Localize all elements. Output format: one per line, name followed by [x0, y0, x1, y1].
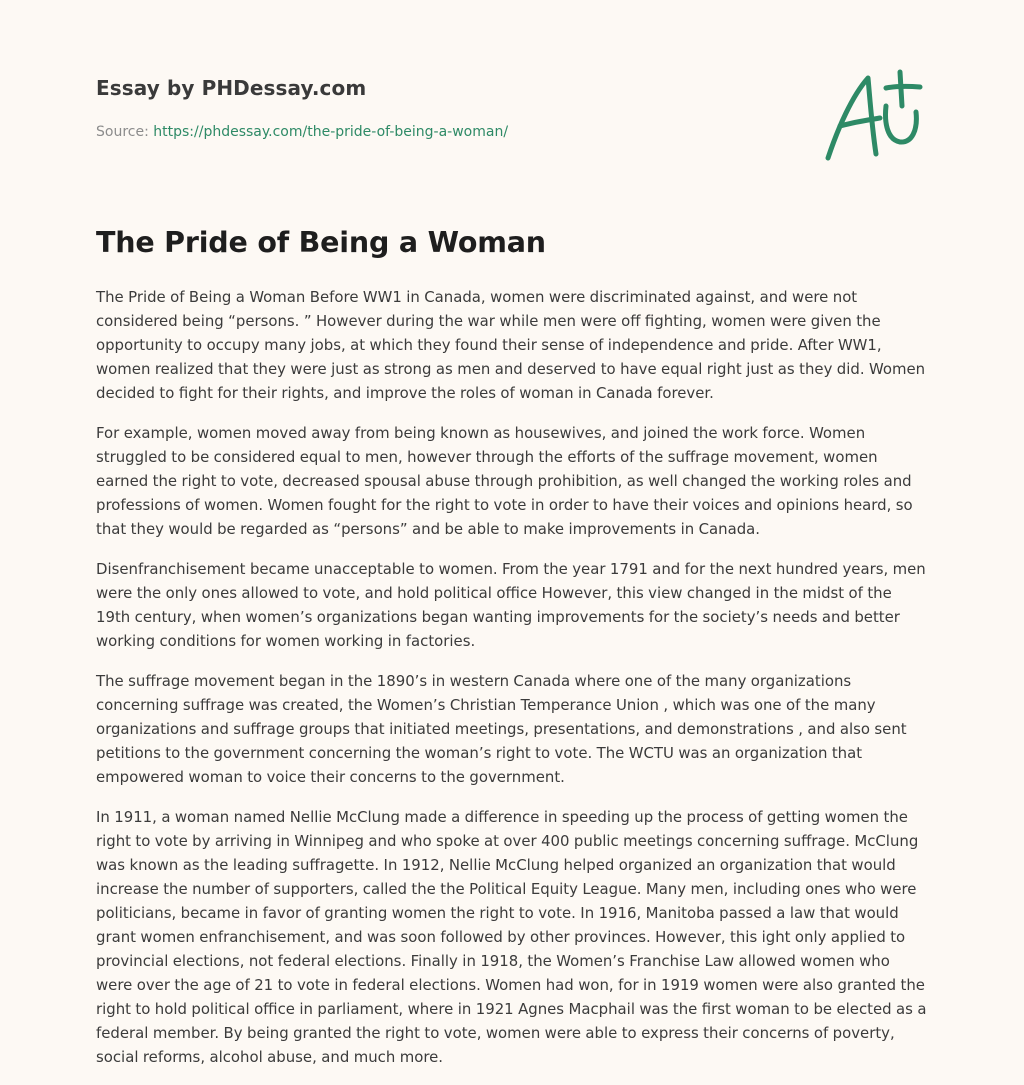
essay-paragraph: Disenfranchisement became unacceptable to women. From the year 1791 and for the next hundred years, men were the only ones allowed to vote, and hold political office However, this view changed in the midst of the 19th century, when women’s organizations began wanting improvements for the society’s needs and better working conditions for women working in factories. [96, 560, 926, 650]
essay-paragraph: For example, women moved away from being known as housewives, and joined the work force. Women struggled to be considered equal to men, however through the efforts of the suffrage movement, women earned the right to vote, decreased spousal abuse through prohibition, as well changed the working roles and professions of women. Women fought for the right to vote in order to have their voices and opinions heard, so that they would be regarded as “persons” and be able to make improvements in Canada. [96, 424, 913, 538]
page-header [96, 0, 928, 200]
source-link[interactable]: https://phdessay.com/the-pride-of-being-a-woman/ [153, 124, 509, 140]
source-line [96, 124, 508, 140]
source-label: Source: [96, 124, 149, 140]
essay-paragraph: The Pride of Being a Woman Before WW1 in Canada, women were discriminated against, and were not considered being “persons. ” However during the war while men were off fighting, women were given the opportunity to occupy many jobs, at which they found their sense of independence and pride. After WW1, women realized that they were just as strong as men and deserved to have equal right just as they did. Women decided to fight for their rights, and improve the roles of woman in Canada forever. [96, 288, 926, 402]
a-plus-grade-icon [822, 66, 926, 166]
essay-paragraph: The suffrage movement began in the 1890’s in western Canada where one of the many organizations concerning suffrage was created, the Women’s Christian Temperance Union , which was one of the many organizations and suffrage groups that initiated meetings, presentations, and demonstrations , and also sent petitions to the government concerning the woman’s right to vote. The WCTU was an organization that empowered woman to voice their concerns to the government. [96, 672, 907, 786]
site-brand: Essay by PHDessay.com [96, 76, 367, 100]
essay-paragraph: In 1911, a woman named Nellie McClung made a difference in speeding up the process of getting women the right to vote by arriving in Winnipeg and who spoke at over 400 public meetings concerning suffrage. McClung was known as the leading suffragette. In 1912, Nellie McClung helped organized an organization that would increase the number of supporters, called the the Political Equity League. Many men, including ones who were politicians, became in favor of granting women the right to vote. In 1916, Manitoba passed a law that would grant women enfranchisement, and was soon followed by other provinces. However, this ight only applied to provincial elections, not federal elections. Finally in 1918, the Women’s Franchise Law allowed women who were over the age of 21 to vote in federal elections. Women had won, for in 1919 women were also granted the right to hold political office in parliament, where in 1921 Agnes Macphail was the first woman to be elected as a federal member. By being granted the right to vote, women were able to express their concerns of poverty, social reforms, alcohol abuse, and much more. [96, 808, 927, 1066]
essay-title: The Pride of Being a Woman [96, 226, 546, 259]
essay-body [96, 285, 930, 1085]
